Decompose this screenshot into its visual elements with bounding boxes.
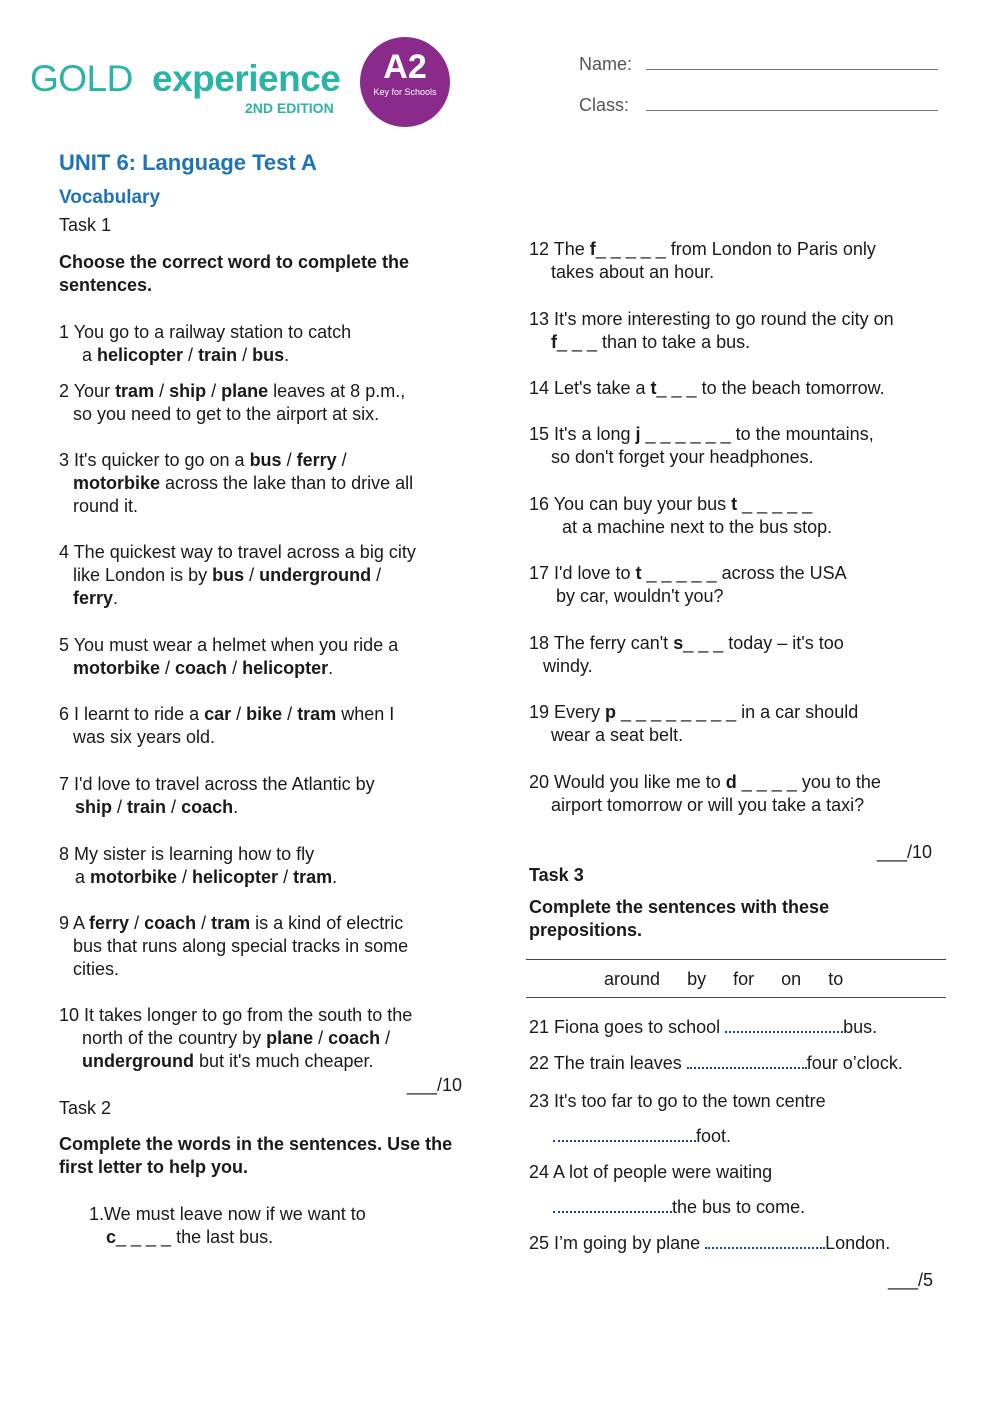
gap[interactable]: _ _ _ — [683, 633, 724, 653]
option[interactable]: coach — [144, 913, 197, 933]
task1-item-5: 5 You must wear a helmet when you ride a motorbike / coach / helicopter. — [59, 635, 399, 678]
task3-item-23: 23 It's too far to go to the town centre foot. — [529, 1091, 826, 1146]
gap[interactable]: _ _ _ _ — [736, 772, 797, 792]
gap[interactable]: _ _ _ _ _ — [641, 563, 717, 583]
task1-item-3: 3 It's quicker to go on a bus / ferry / motorbike across the lake than to drive all round it. — [59, 450, 414, 516]
divider — [526, 997, 946, 998]
logo-gold-text: GOLD — [30, 58, 133, 99]
task1-item-9: 9 A ferry / coach / tram is a kind of electric bus that runs along special tracks in some cities. — [59, 913, 409, 979]
option[interactable]: helicopter — [97, 345, 184, 365]
gap[interactable]: _ _ _ — [656, 378, 697, 398]
option[interactable]: ship — [75, 797, 113, 817]
task3-item-25: 25 I’m going by plane London. — [529, 1233, 891, 1253]
divider — [526, 959, 946, 960]
preposition: around — [604, 969, 661, 989]
task2-label: Task 2 — [59, 1098, 112, 1118]
gap[interactable]: _ _ _ _ _ _ — [640, 424, 731, 444]
badge-level: A2 — [383, 48, 427, 86]
task3-item-22: 22 The train leaves four o’clock. — [529, 1053, 903, 1073]
logo-edition-text: 2ND EDITION — [245, 100, 334, 116]
task3-instruction: Complete the sentences with these prepositions. — [529, 897, 830, 940]
task2-item-13: 13 It's more interesting to go round the city on f_ _ _ than to take a bus. — [529, 309, 894, 352]
task2-item-20: 20 Would you like me to d _ _ _ _ you to the airport tomorrow or will you take a taxi? — [529, 772, 881, 815]
option[interactable]: ferry — [89, 913, 130, 933]
name-field[interactable] — [646, 69, 938, 70]
task1-item-1: 1 You go to a railway station to catch a helicopter / train / bus. — [59, 322, 352, 365]
task2-instruction: Complete the words in the sentences. Use the first letter to help you. — [59, 1134, 453, 1177]
option[interactable]: bike — [246, 704, 283, 724]
answer-blank[interactable] — [553, 1126, 696, 1142]
gap[interactable]: _ _ _ _ — [116, 1227, 172, 1247]
option[interactable]: ferry — [296, 450, 337, 470]
option[interactable]: plane — [266, 1028, 314, 1048]
task3-item-21: 21 Fiona goes to school bus. — [529, 1017, 878, 1037]
option[interactable]: bus — [252, 345, 285, 365]
option[interactable]: bus — [249, 450, 282, 470]
gap[interactable]: _ _ _ _ _ — [737, 494, 813, 514]
option[interactable]: tram — [293, 867, 333, 887]
logo-experience-text: experience — [152, 58, 341, 99]
task2-item-11: 1.We must leave now if we want to c_ _ _ _ the last bus. — [89, 1204, 366, 1247]
answer-blank[interactable] — [553, 1197, 672, 1213]
preposition: to — [828, 969, 844, 989]
option[interactable]: bus — [212, 565, 245, 585]
option[interactable]: tram — [297, 704, 337, 724]
option[interactable]: ferry — [73, 588, 114, 608]
task2-item-15: 15 It's a long j _ _ _ _ _ _ to the mountains, so don't forget your headphones. — [529, 424, 874, 467]
page-title: UNIT 6: Language Test A — [59, 150, 317, 175]
option[interactable]: underground — [259, 565, 372, 585]
class-field[interactable] — [646, 110, 938, 111]
option[interactable]: tram — [211, 913, 251, 933]
preposition-box — [604, 969, 865, 990]
gap[interactable]: _ _ _ _ _ — [595, 239, 666, 259]
task1-instruction: Choose the correct word to complete the sentences. — [59, 252, 410, 295]
task1-item-6: 6 I learnt to ride a car / bike / tram when I was six years old. — [59, 704, 395, 747]
answer-blank[interactable] — [725, 1017, 843, 1033]
option[interactable]: train — [198, 345, 238, 365]
gap[interactable]: _ _ _ — [557, 332, 598, 352]
option[interactable]: motorbike — [73, 658, 161, 678]
name-label: Name: — [579, 54, 633, 74]
task2-item-17: 17 I'd love to t _ _ _ _ _ across the USA by car, wouldn't you? — [529, 563, 847, 606]
option[interactable]: motorbike — [73, 473, 161, 493]
task2-item-12: 12 The f_ _ _ _ _ from London to Paris only takes about an hour. — [529, 239, 876, 282]
preposition: on — [781, 969, 802, 989]
option[interactable]: helicopter — [192, 867, 279, 887]
option[interactable]: train — [127, 797, 167, 817]
class-label: Class: — [579, 95, 630, 115]
option[interactable]: coach — [175, 658, 228, 678]
task2-item-14: 14 Let's take a t_ _ _ to the beach tomorrow. — [529, 378, 885, 398]
task1-item-8: 8 My sister is learning how to fly a motorbike / helicopter / tram. — [59, 844, 338, 887]
task1-label: Task 1 — [59, 215, 112, 235]
section-title: Vocabulary — [59, 187, 161, 208]
task1-item-10: 10 It takes longer to go from the south to the north of the country by plane / coach / underground but it's much cheaper. — [59, 1005, 413, 1071]
task1-item-4: 4 The quickest way to travel across a big city like London is by bus / underground / ferry. — [59, 542, 416, 608]
task3-label: Task 3 — [529, 865, 584, 885]
option[interactable]: motorbike — [90, 867, 178, 887]
task1-item-2: 2 Your tram / ship / plane leaves at 8 p.m., so you need to get to the airport at six. — [59, 381, 406, 424]
task2-item-19: 19 Every p _ _ _ _ _ _ _ _ in a car should wear a seat belt. — [529, 702, 859, 745]
preposition: by — [687, 969, 707, 989]
gap[interactable]: _ _ _ _ _ _ _ _ — [616, 702, 737, 722]
option[interactable]: coach — [328, 1028, 381, 1048]
option[interactable]: car — [204, 704, 232, 724]
task3-score: ___/5 — [888, 1270, 934, 1290]
option[interactable]: plane — [221, 381, 269, 401]
task1-score: ___/10 — [407, 1075, 463, 1095]
preposition: for — [733, 969, 755, 989]
task2-score: ___/10 — [877, 842, 933, 862]
task3-item-24: 24 A lot of people were waiting the bus to come. — [529, 1162, 806, 1217]
option[interactable]: helicopter — [242, 658, 329, 678]
level-badge — [360, 37, 450, 127]
task2-item-18: 18 The ferry can't s_ _ _ today – it's too windy. — [529, 633, 844, 676]
option[interactable]: coach — [181, 797, 234, 817]
option[interactable]: ship — [169, 381, 207, 401]
badge-sub: Key for Schools — [373, 87, 437, 97]
answer-blank[interactable] — [687, 1053, 807, 1069]
task1-item-7: 7 I'd love to travel across the Atlantic by ship / train / coach. — [59, 774, 375, 817]
option[interactable]: tram — [115, 381, 155, 401]
task2-item-16: 16 You can buy your bus t _ _ _ _ _ at a machine next to the bus stop. — [529, 494, 833, 537]
answer-blank[interactable] — [705, 1233, 825, 1249]
option[interactable]: underground — [82, 1051, 194, 1071]
